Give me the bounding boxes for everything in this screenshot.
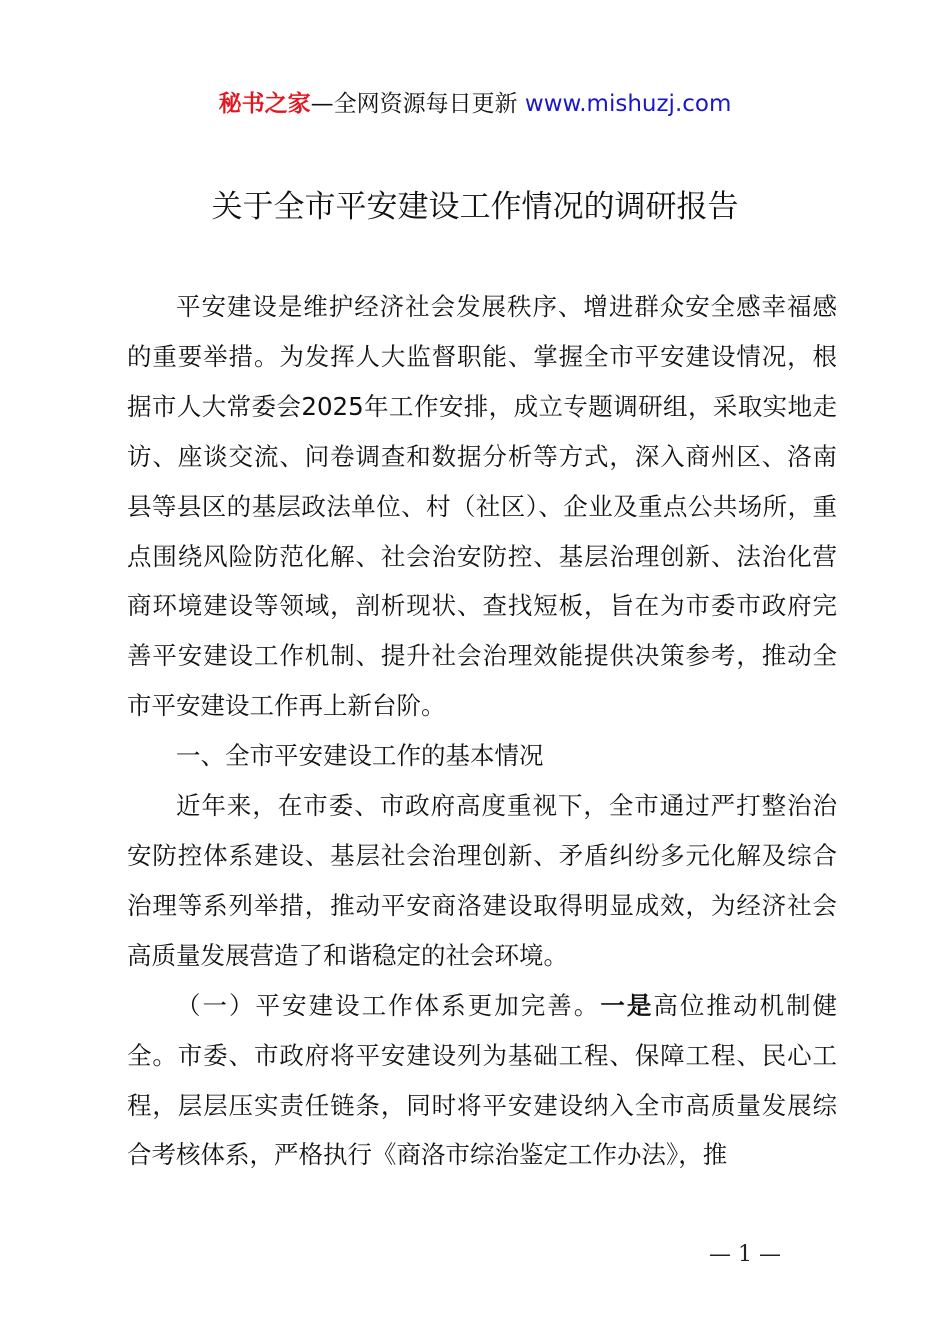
- overview-paragraph: 近年来，在市委、市政府高度重视下，全市通过严打整治治安防控体系建设、基层社会治理创新、矛盾纠纷多元化解及综合治理等系列举措，推动平安商洛建设取得明显成效，为经济社会高质量发展营造了和谐稳定的社会环境。: [127, 791, 837, 970]
- site-banner: [0, 86, 950, 122]
- document-body: [127, 282, 837, 1180]
- section-heading: 一、全市平安建设工作的基本情况: [176, 741, 544, 771]
- subsection-heading: （一）平安建设工作体系更加完善。: [176, 990, 601, 1020]
- page-number: — 1 —: [709, 1242, 781, 1267]
- intro-paragraph: 平安建设是维护经济社会发展秩序、增进群众安全感幸福感的重要举措。为发挥人大监督职能、掌握全市平安建设情况，根据市人大常委会2025年工作安排，成立专题调研组，采取实地走访、座谈交流、问卷调查和数据分析等方式，深入商州区、洛南县等县区的基层政法单位、村（社区）、企业及重点公共场所，重点围绕风险防范化解、社会治安防控、基层治理创新、法治化营商环境建设等领域，剖析现状、查找短板，旨在为市委市政府完善平安建设工作机制、提升社会治理效能提供决策参考，推动全市平安建设工作再上新台阶。: [127, 292, 837, 721]
- subsection-paragraph: [127, 981, 837, 1181]
- point-text: 高位推动机制健全。市委、市政府将平安建设列为基础工程、保障工程、民心工程，层层压实责任链条，同时将平安建设纳入全市高质量发展综合考核体系，严格执行《商洛市综治鉴定工作办法》，推: [127, 990, 838, 1170]
- banner-slogan: —全网资源每日更新: [310, 91, 525, 117]
- point-lead: 一是: [600, 990, 654, 1020]
- document-title: 关于全市平安建设工作情况的调研报告: [211, 189, 739, 225]
- site-url-link[interactable]: www.mishuzj.com: [524, 91, 732, 117]
- brand-name: 秘书之家: [218, 91, 311, 117]
